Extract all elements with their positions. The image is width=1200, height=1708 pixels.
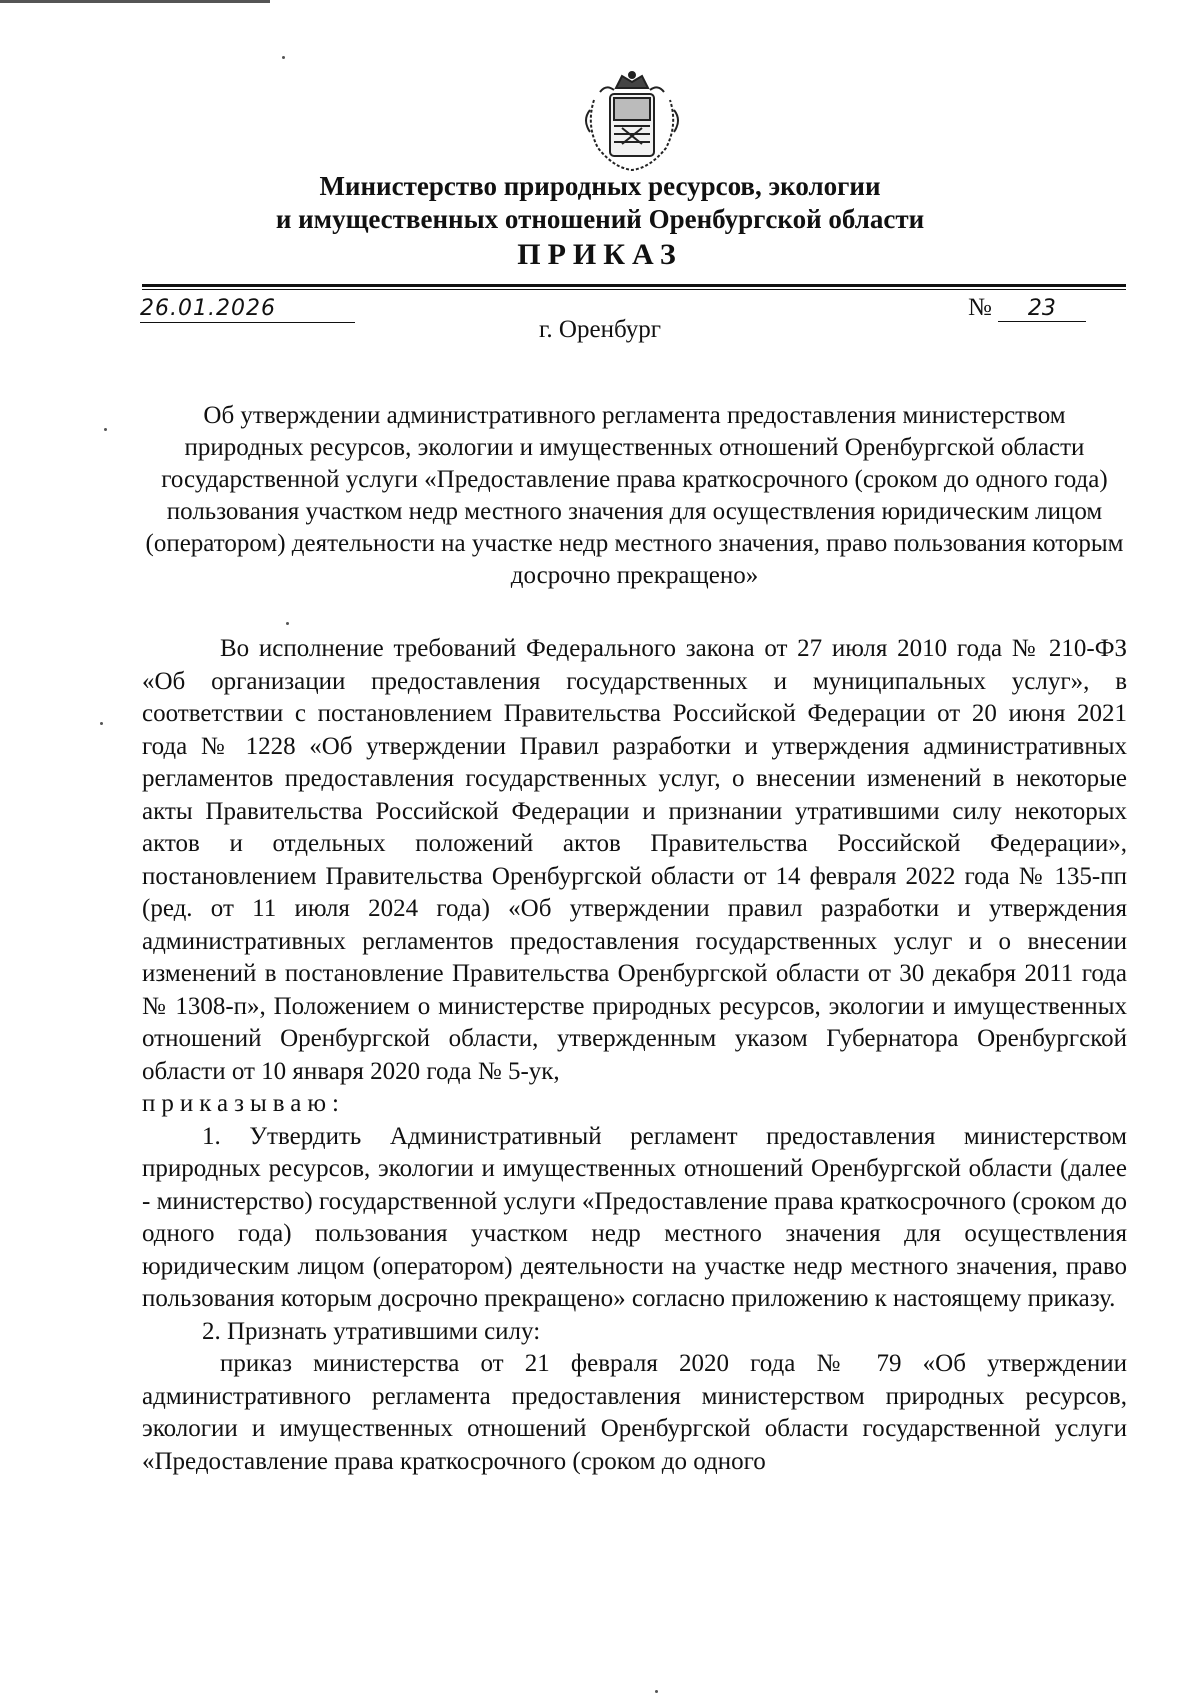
item-2: 2. Признать утратившими силу: xyxy=(202,1317,541,1345)
scan-speck xyxy=(282,56,285,59)
preamble-text: Во исполнение требований Федерального закона от 27 июля 2010 года № 210-ФЗ «Об организации предоставления государственных и муниципальных услуг», в соответствии с постановлением Правительства Российской Федерации от 20 июня 2021 года № 1228 «Об утверждении Правил разработки и утверждения административных регламентов предоставления государственных услуг, о внесении изменений в некоторые акты Правительства Российской Федерации и признании утратившими силу некоторых актов и отдельных положений актов Правительства Российской Федерации», постановлением Правительства Оренбургской области от 14 февраля 2022 года № 135-пп (ред. от 11 июля 2024 года) «Об утверждении правил разработки и утверждения административных регламентов предоставления государственных услуг и о внесении изменений в постановление Правительства Оренбургской области от 30 декабря 2011 года № 1308-п», Положением о министерстве природных ресурсов, экологии и имущественных отношений Оренбургской области, утвержденным указом Губернатора Оренбургской области от 10 января 2020 года № 5-ук, xyxy=(142,635,1127,1085)
scan-artifact-line xyxy=(0,0,270,3)
scan-speck xyxy=(655,1690,658,1693)
coat-of-arms-icon xyxy=(576,70,688,174)
ministry-name xyxy=(150,170,1050,236)
header-rule-thin xyxy=(142,289,1126,290)
order-number-label: № xyxy=(968,294,992,321)
item-2-sub: приказ министерства от 21 февраля 2020 года № 79 «Об утверждении административного регламента предоставления министерством природных ресурсов, экологии и имущественных отношений Оренбургской области государственной услуги «Предоставление права краткосрочного (сроком до одного xyxy=(142,1350,1127,1475)
ministry-line-1: Министерство природных ресурсов, экологии xyxy=(319,171,881,201)
scan-speck xyxy=(286,622,289,625)
document-type-title: ПРИКАЗ xyxy=(517,238,683,271)
command-word: приказываю: xyxy=(142,1090,345,1117)
city: г. Оренбург xyxy=(539,316,661,343)
header-rule-thick xyxy=(142,284,1126,287)
item-1: 1. Утвердить Административный регламент предоставления министерством природных ресурсов, экологии и имущественных отношений Оренбургской области (далее - министерство) государственной услуги «Предоставление права краткосрочного (сроком до одного года) пользования участком недр местного значения для осуществления юридическим лицом (оператором) деятельности на участке недр местного значения, право пользования которым досрочно прекращено» согласно приложению к настоящему приказу. xyxy=(142,1122,1127,1312)
scan-speck xyxy=(100,722,103,725)
order-number-value: 23 xyxy=(998,296,1086,322)
ministry-line-2: и имущественных отношений Оренбургской области xyxy=(275,204,925,234)
preamble-paragraph xyxy=(142,633,1127,1121)
order-subject: Об утверждении административного регламента предоставления министерством природных ресурсов, экологии и имущественных отношений Оренбургской области государственной услуги «Предоставление права краткосрочного (сроком до одного года) пользования участком недр местного значения для осуществления юридическим лицом (оператором) деятельности на участке недр местного значения, право пользования которым досрочно прекращено» xyxy=(145,402,1124,589)
order-date: 26.01.2026 xyxy=(140,296,355,323)
order-body xyxy=(142,633,1127,1478)
scan-speck xyxy=(104,428,107,431)
